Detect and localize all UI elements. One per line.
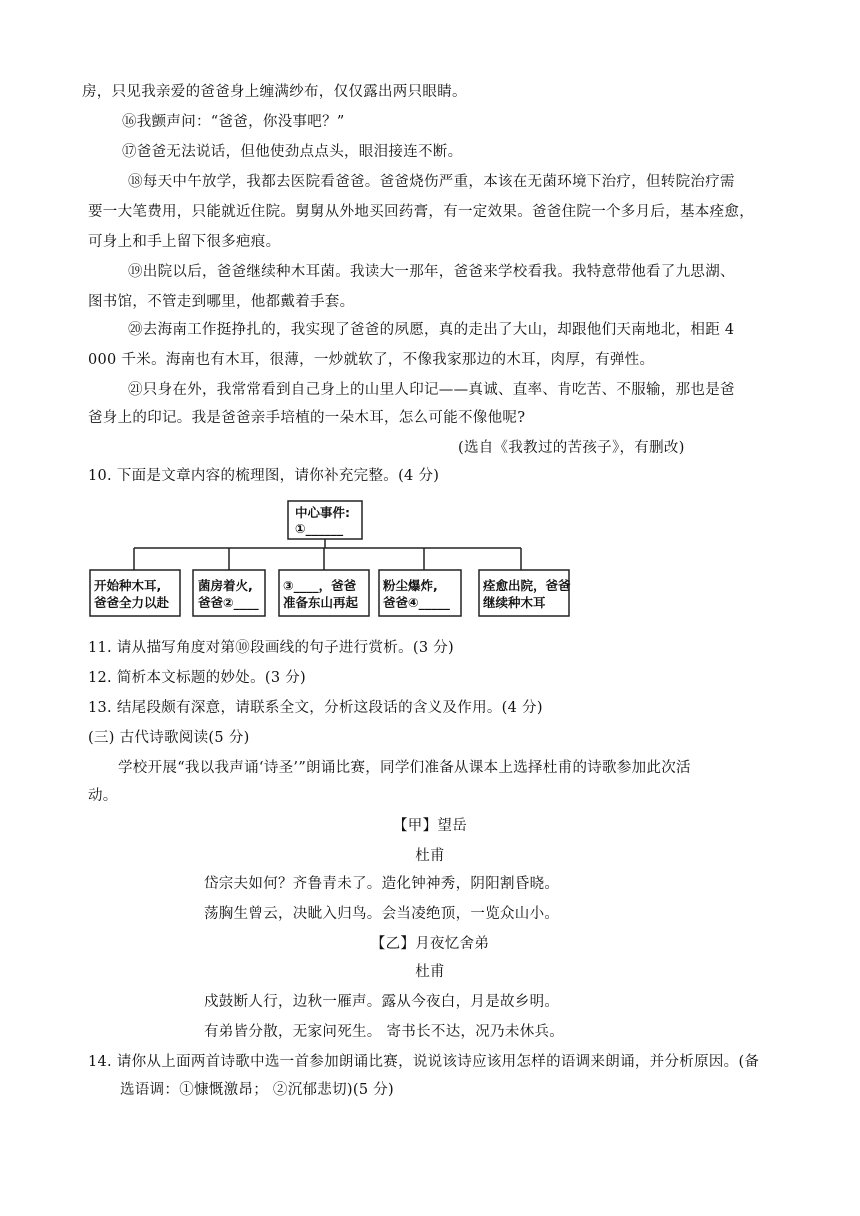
question-11: 11. 请从描写角度对第⑩段画线的句子进行赏析。(3 分) — [88, 640, 455, 656]
event-4-line-1: 粉尘爆炸, — [383, 578, 438, 593]
paragraph-18-line-1: ⑱每天中午放学，我都去医院看爸爸。爸爸烧伤严重，本该在无菌环境下治疗，但转院治疗需 — [128, 174, 735, 190]
center-event-blank: ①______ — [295, 521, 344, 536]
section-3-intro-line-1: 学校开展“我以我声诵‘诗圣’”朗诵比赛，同学们准备从课本上选择杜甫的诗歌参加此次活 — [118, 760, 691, 776]
event-2-line-2: 爸爸②____ — [198, 595, 259, 610]
center-event-label: 中心事件: — [295, 505, 350, 520]
poem-yi-line-2: 有弟皆分散，无家问死生。 寄书长不达，况乃未休兵。 — [204, 1024, 565, 1040]
event-3-line-1: ③____，爸爸 — [283, 578, 357, 593]
event-5-line-1: 痊愈出院，爸爸 — [483, 578, 571, 593]
paragraph-19-line-2: 图书馆，不管走到哪里，他都戴着手套。 — [88, 294, 355, 310]
paragraph-20-line-2: 000 千米。海南也有木耳，很薄，一炒就软了，不像我家那边的木耳，肉厚，有弹性。 — [88, 352, 655, 368]
content-outline-diagram — [88, 496, 572, 624]
paragraph-17: ⑰爸爸无法说话，但他使劲点点头，眼泪接连不断。 — [122, 144, 463, 160]
paragraph-18-line-3: 可身上和手上留下很多疤痕。 — [88, 234, 281, 250]
event-1-line-1: 开始种木耳, — [94, 578, 162, 593]
passage-line: 房，只见我亲爱的爸爸身上缠满纱布，仅仅露出两只眼睛。 — [82, 84, 467, 100]
paragraph-16: ⑯我颤声问：“爸爸，你没事吧？” — [122, 114, 345, 130]
poem-jia-line-2: 荡胸生曾云，决眦入归鸟。会当凌绝顶，一览众山小。 — [204, 906, 560, 922]
event-5-line-2: 继续种木耳 — [483, 595, 546, 610]
paragraph-21-line-1: ㉑只身在外，我常常看到自己身上的山里人印记——真诚、直率、肯吃苦、不服输，那也是爸 — [128, 382, 735, 398]
event-4-line-2: 爸爸④_____ — [383, 595, 450, 610]
paragraph-21-line-2: 爸身上的印记。我是爸爸亲手培植的一朵木耳，怎么可能不像他呢? — [88, 410, 526, 426]
poem-jia-line-1: 岱宗夫如何？齐鲁青未了。造化钟神秀，阴阳割昏晓。 — [204, 876, 560, 892]
poem-yi-title: 【乙】月夜忆舍弟 — [370, 936, 490, 952]
poem-yi-author: 杜甫 — [415, 964, 445, 980]
question-12: 12. 简析本文标题的妙处。(3 分) — [88, 670, 307, 686]
poem-jia-author: 杜甫 — [415, 848, 445, 864]
paragraph-19-line-1: ⑲出院以后，爸爸继续种木耳菌。我读大一那年，爸爸来学校看我。我特意带他看了九思湖、 — [128, 264, 735, 280]
question-14-line-1: 14. 请你从上面两首诗歌中选一首参加朗诵比赛，说说该诗应该用怎样的语调来朗诵，并分析原因。(备 — [88, 1054, 760, 1070]
event-2-line-1: 菌房着火, — [198, 578, 253, 593]
passage-source: (选自《我教过的苦孩子》，有删改) — [458, 440, 685, 456]
paragraph-18-line-2: 要一大笔费用，只能就近住院。舅舅从外地买回药膏，有一定效果。爸爸住院一个多月后，基本痊愈， — [88, 204, 754, 220]
poem-yi-line-1: 戍鼓断人行，边秋一雁声。露从今夜白，月是故乡明。 — [204, 994, 560, 1010]
poem-jia-title: 【甲】望岳 — [393, 818, 467, 834]
section-3-heading: (三) 古代诗歌阅读(5 分) — [88, 730, 250, 746]
question-10: 10. 下面是文章内容的梳理图，请你补充完整。(4 分) — [88, 468, 440, 484]
event-1-line-2: 爸爸全力以赴 — [94, 595, 170, 610]
question-13: 13. 结尾段颇有深意，请联系全文，分析这段话的含义及作用。(4 分) — [88, 700, 543, 716]
event-3-line-2: 准备东山再起 — [283, 595, 359, 610]
section-3-intro-line-2: 动。 — [88, 788, 118, 804]
paragraph-20-line-1: ⑳去海南工作挺挣扎的，我实现了爸爸的夙愿，真的走出了大山，却跟他们天南地北，相距 4 — [128, 322, 735, 338]
question-14-line-2: 选语调：①慷慨激昂； ②沉郁悲切)(5 分) — [120, 1082, 395, 1098]
